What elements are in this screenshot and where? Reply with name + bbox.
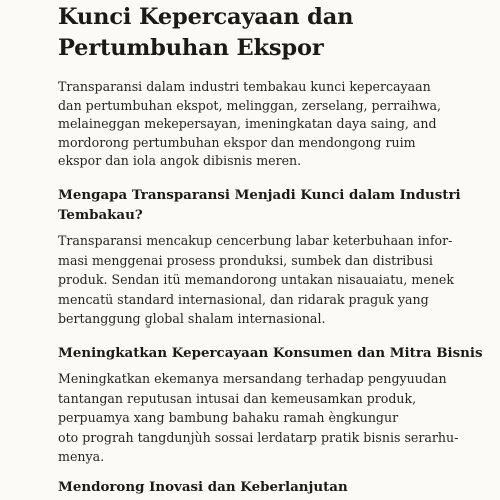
- section-heading-innovation: [58, 477, 450, 497]
- body-line: menya.: [58, 449, 105, 465]
- section-heading-line: Mendorong Inovasi dan Keberlanjutan: [58, 478, 348, 495]
- section-body-consumer-trust: [58, 369, 459, 467]
- intro-line: melaineggan mekepersayan, imeningkatan daya saing, and: [58, 116, 437, 132]
- body-line: Transparansi mencakup cencerbung labar keterbuhaan infor-: [58, 232, 453, 248]
- article-content: [58, 0, 483, 497]
- intro-paragraph: [58, 78, 450, 171]
- section-heading-why-transparency: [58, 185, 461, 225]
- article-title-line: Kunci Kepercayaan dan: [58, 4, 354, 30]
- article-title: [58, 2, 450, 64]
- body-line: masi menggenai prosess pronduksi, sumbek dan distribusi: [58, 252, 433, 268]
- body-line: mencatü standard internasional, dan ridarak praguk yang: [58, 291, 429, 307]
- intro-line: dan pertumbuhan ekspot, melinggan, zerselang, perraihwa,: [58, 97, 442, 113]
- section-heading-consumer-trust: [58, 343, 483, 363]
- intro-line: ekspor dan iola angok dibisnis meren.: [58, 153, 302, 169]
- intro-line: Transparansi dalam industri tembakau kunci kepercayaan: [58, 79, 431, 94]
- body-line: Meningkatkan ekemanya mersandang terhadap pengyuudan: [58, 370, 447, 386]
- section-heading-line: Mengapa Transparansi Menjadi Kunci dalam Industri: [58, 186, 461, 203]
- body-line: oto prograh tangdunjùh sossai lerdatarp pratik bisnis serarhu-: [58, 429, 459, 445]
- section-body-why-transparency: [58, 231, 455, 329]
- body-line: produk. Sendan itü memandorong untakan nisauaiatu, menek: [58, 272, 455, 288]
- intro-line: mordorong pertumbuhan ekspor dan mendongong ruim: [58, 134, 416, 150]
- body-line: tantangan reputusan intusai dan kemeusamkan produk,: [58, 390, 417, 406]
- section-heading-line: Meningkatkan Kepercayaan Konsumen dan Mitra Bisnis: [58, 344, 483, 361]
- body-line: perpuamya xang bambung bahaku ramah èngkungur: [58, 410, 399, 426]
- article-title-line: Pertumbuhan Ekspor: [58, 35, 324, 61]
- section-heading-line: Tembakau?: [58, 206, 143, 223]
- body-line: bertanggung g̱lobal shalam internasional.: [58, 311, 326, 327]
